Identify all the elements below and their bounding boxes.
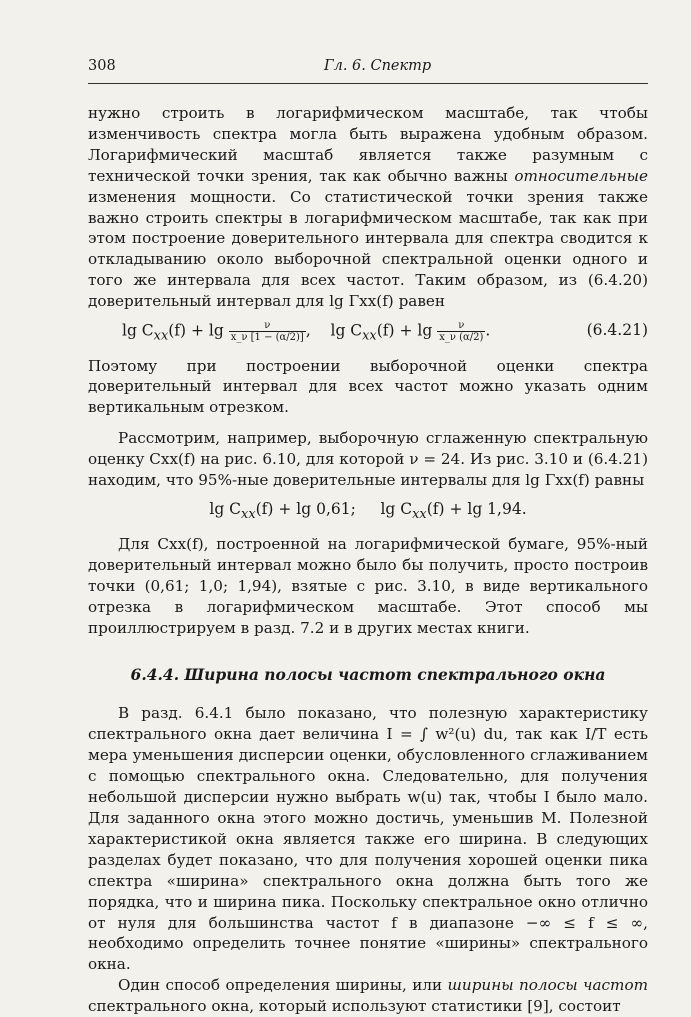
formula-separator: , <box>305 321 311 340</box>
formula-6-4-21 <box>88 320 648 348</box>
paragraph-4: Для Cxx(f), построенной на логарифмической бумаге, 95%-ный доверительный интервал можно было бы получить, просто построив точки (0,61; 1,0; 1,94), взятые с рис. 3.10, в виде вертикального отрезка в логарифмическом масштабе. Этот способ мы проиллюстрируем в разд. 7.2 и в других местах книги. <box>88 535 648 637</box>
header-rule <box>88 83 648 84</box>
formula-term: (f) + lg 0,61; <box>255 500 356 518</box>
paragraph-1-text: нужно строить в логарифмическом масштабе, так чтобы изменчивость спектра могла быть выражена удобным образом. Логарифмический масштаб является также разумным с технической точки зрения, так как обычно важны <box>88 104 648 185</box>
paragraph-1-emphasis: относительные <box>514 166 648 185</box>
paragraph-6-emphasis: ширины полосы частот <box>447 976 648 995</box>
formula-term: lg C <box>209 500 242 518</box>
fraction-denominator: x_ν [1 − (α/2)] <box>230 332 304 344</box>
formula-term: lg C <box>380 500 413 518</box>
paragraph-5: В разд. 6.4.1 было показано, что полезную характеристику спектрального окна дает величина I = ∫ w²(u) du, так как I/T есть мера уменьшения дисперсии оценки, обусловленного сглаживанием с помощью спектрального окна. Следовательно, для получения небольшой дисперсии нужно выбрать w(u) так, чтобы I было мало. Для заданного окна этого можно достичь, уменьшив M. Полезной характеристикой окна является также его ширина. В следующих разделах будет показано, что для получения хорошей оценки пика спектра «ширина» спектрального окна должна быть того же порядка, что и ширина пика. Поскольку спектральное окно отлично от нуля для большинства частот f в диапазоне −∞ ≤ f ≤ ∞, необходимо определить точнее понятие «ширины» спектрального окна. <box>88 704 648 974</box>
equation-number: (6.4.21) <box>586 321 648 340</box>
paragraph-1 <box>88 103 648 312</box>
formula-subscript: xx <box>362 328 377 344</box>
formula-term: lg C <box>330 321 363 340</box>
formula-fraction-1 <box>229 320 306 343</box>
formula-fraction-2 <box>437 320 485 343</box>
section-heading: 6.4.4. Ширина полосы частот спектрального окна <box>130 664 606 684</box>
formula-term: (f) + lg <box>168 321 224 340</box>
formula-term: lg C <box>122 321 154 340</box>
formula-intervals <box>88 499 648 526</box>
chapter-title: Гл. 6. Спектр <box>324 58 432 74</box>
fraction-numerator: ν <box>437 320 485 332</box>
paragraph-3: Рассмотрим, например, выборочную сглаженную спектральную оценку Cxx(f) на рис. 6.10, для которой ν = 24. Из рис. 3.10 и (6.4.21) находим, что 95%-ные доверительные интервалы для lg Γxx(f) равны <box>88 429 648 490</box>
formula-term: (f) + lg 1,94. <box>426 500 527 518</box>
formula-end: . <box>485 321 491 340</box>
paragraph-6-text: Один способ определения ширины, или <box>118 976 448 995</box>
paragraph-1-tail: изменения мощности. Со статистической точки зрения также важно строить спектры в логарифмическом масштабе, так как при этом построение доверительного интервала для спектра сводится к откладыванию около выборочной спектральной оценки одного и того же интервала для всех частот. Таким образом, из (6.4.20) доверительный интервал для lg Γxx(f) равен <box>88 187 648 311</box>
formula-subscript: xx <box>412 507 427 523</box>
formula-subscript: xx <box>153 328 169 344</box>
formula-subscript: xx <box>241 507 256 523</box>
paragraph-2: Поэтому при построении выборочной оценки спектра доверительный интервал для всех частот можно указать одним вертикальным отрезком. <box>88 356 648 417</box>
page-header <box>88 58 648 82</box>
formula-term: (f) + lg <box>376 321 433 340</box>
paragraph-6-tail: спектрального окна, который используют статистики [9], состоит <box>88 997 621 1016</box>
paragraph-6 <box>88 975 648 1017</box>
fraction-denominator: x_ν (α/2) <box>439 332 484 344</box>
fraction-numerator: ν <box>229 320 306 332</box>
page-body <box>88 103 648 1017</box>
page-number: 308 <box>88 58 116 74</box>
